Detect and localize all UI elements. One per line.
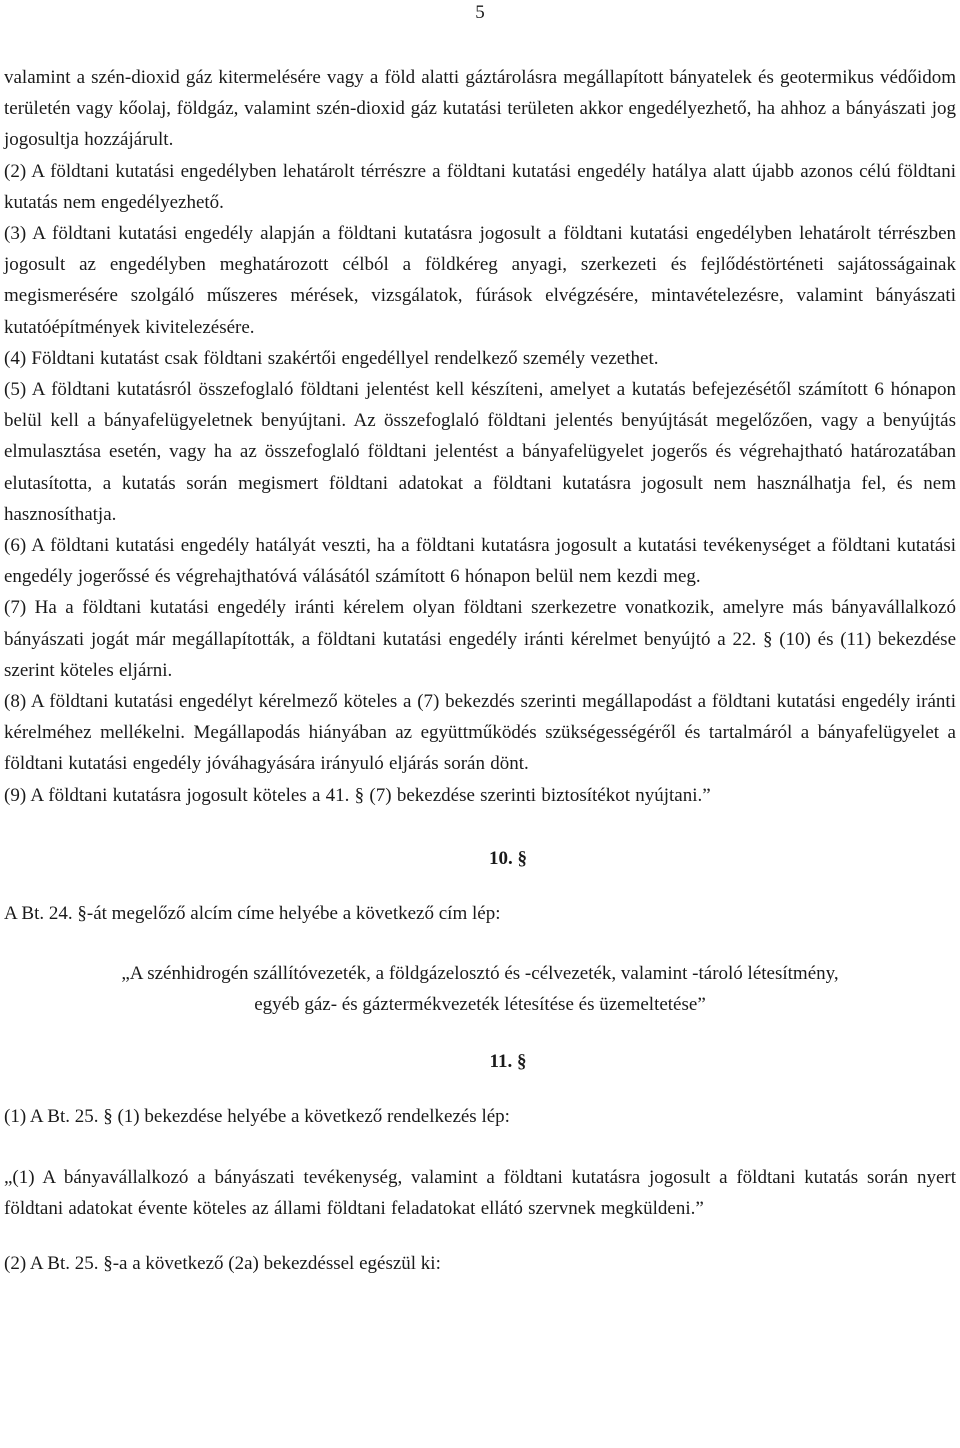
section-heading-10: 10. § [489,847,527,869]
paragraph-continuation: valamint a szén-dioxid gáz kitermelésére vagy a föld alatti gáztárolásra megállapított bányatelek és geotermikus védőidom területén vagy kőolaj, földgáz, valamint szén-dioxid gáz kutatási területen akkor engedélyezhető, ha ahhoz a bányászati jog jogosultja hozzájárult. [4,67,956,151]
quoted-provision: „(1) A bányavállalkozó a bányászati tevékenység, valamint a földtani kutatásra jogosult a földtani kutatás során nyert földtani adatokat évente köteles az állami földtani feladatokat ellátó szervnek megküldeni.” [4,1166,956,1220]
paragraph-6: (6) A földtani kutatási engedély hatályát veszti, ha a földtani kutatásra jogosult a kutatási tevékenységet a földtani kutatási engedély jogerőssé és végrehajthatóvá válásától számított 6 hónapon belül nem kezdi meg. [4,535,956,588]
paragraph-8: (8) A földtani kutatási engedélyt kérelmező köteles a (7) bekezdés szerinti megállapodást a földtani kutatási engedély iránti kérelméhez mellékelni. Megállapodás hiányában az együttműködés szükségességéről és tartalmáról a bányafelügyelet a földtani kutatási engedély jóváhagyására irányuló eljárás során dönt. [4,691,956,775]
section-11-intro-1: (1) A Bt. 25. § (1) bekezdése helyébe a következő rendelkezés lép: [4,1105,510,1127]
quoted-title-line-1: „A szénhidrogén szállítóvezeték, a földgázelosztó és -célvezeték, valamint -tároló létesítmény, [121,962,839,984]
page-number: 5 [475,2,485,23]
section-heading-11: 11. § [489,1050,527,1072]
paragraph-9: (9) A földtani kutatásra jogosult köteles a 41. § (7) bekezdése szerinti biztosítékot nyújtani.” [4,784,711,806]
quoted-title-line-2: egyéb gáz- és gáztermékvezeték létesítése és üzemeltetése” [254,993,706,1015]
paragraph-2: (2) A földtani kutatási engedélyben lehatárolt térrészre a földtani kutatási engedély hatálya alatt újabb azonos célú földtani kutatás nem engedélyezhető. [4,160,956,213]
document-body [4,62,956,1279]
section-10-intro: A Bt. 24. §-át megelőző alcím címe helyébe a következő cím lép: [4,902,501,924]
paragraph-4: (4) Földtani kutatást csak földtani szakértői engedéllyel rendelkező személy vezethet. [4,347,659,369]
paragraph-7: (7) Ha a földtani kutatási engedély iránti kérelem olyan földtani szerkezetre vonatkozik, amelyre más bányavállalkozó bányászati jogát már megállapították, a földtani kutatási engedély iránti kérelmet benyújtó a 22. § (10) és (11) bekezdése szerint köteles eljárni. [4,597,956,681]
section-11-intro-2: (2) A Bt. 25. §-a a következő (2a) bekezdéssel egészül ki: [4,1253,441,1275]
paragraph-3: (3) A földtani kutatási engedély alapján a földtani kutatásra jogosult a földtani kutatási engedélyben lehatárolt térrészben jogosult az engedélyben meghatározott célból a földkéreg anyagi, szerkezeti és fejlődéstörténeti sajátosságainak megismerésére szolgáló műszeres mérések, vizsgálatok, fúrások elvégzésére, mintavételezésre, valamint bányászati kutatóépítmények kivitelezésére. [4,223,956,338]
paragraph-5: (5) A földtani kutatásról összefoglaló földtani jelentést kell készíteni, amelyet a kutatás befejezésétől számított 6 hónapon belül kell a bányafelügyeletnek benyújtani. Az összefoglaló földtani jelentés benyújtását megelőzően, vagy a benyújtás elmulasztása esetén, vagy ha az összefoglaló földtani jelentést a bányafelügyelet jogerős és végrehajtható határozatában elutasította, a kutatás során megismert földtani adatokat a földtani kutatásra jogosult nem használhatja fel, és nem hasznosíthatja. [4,379,956,525]
